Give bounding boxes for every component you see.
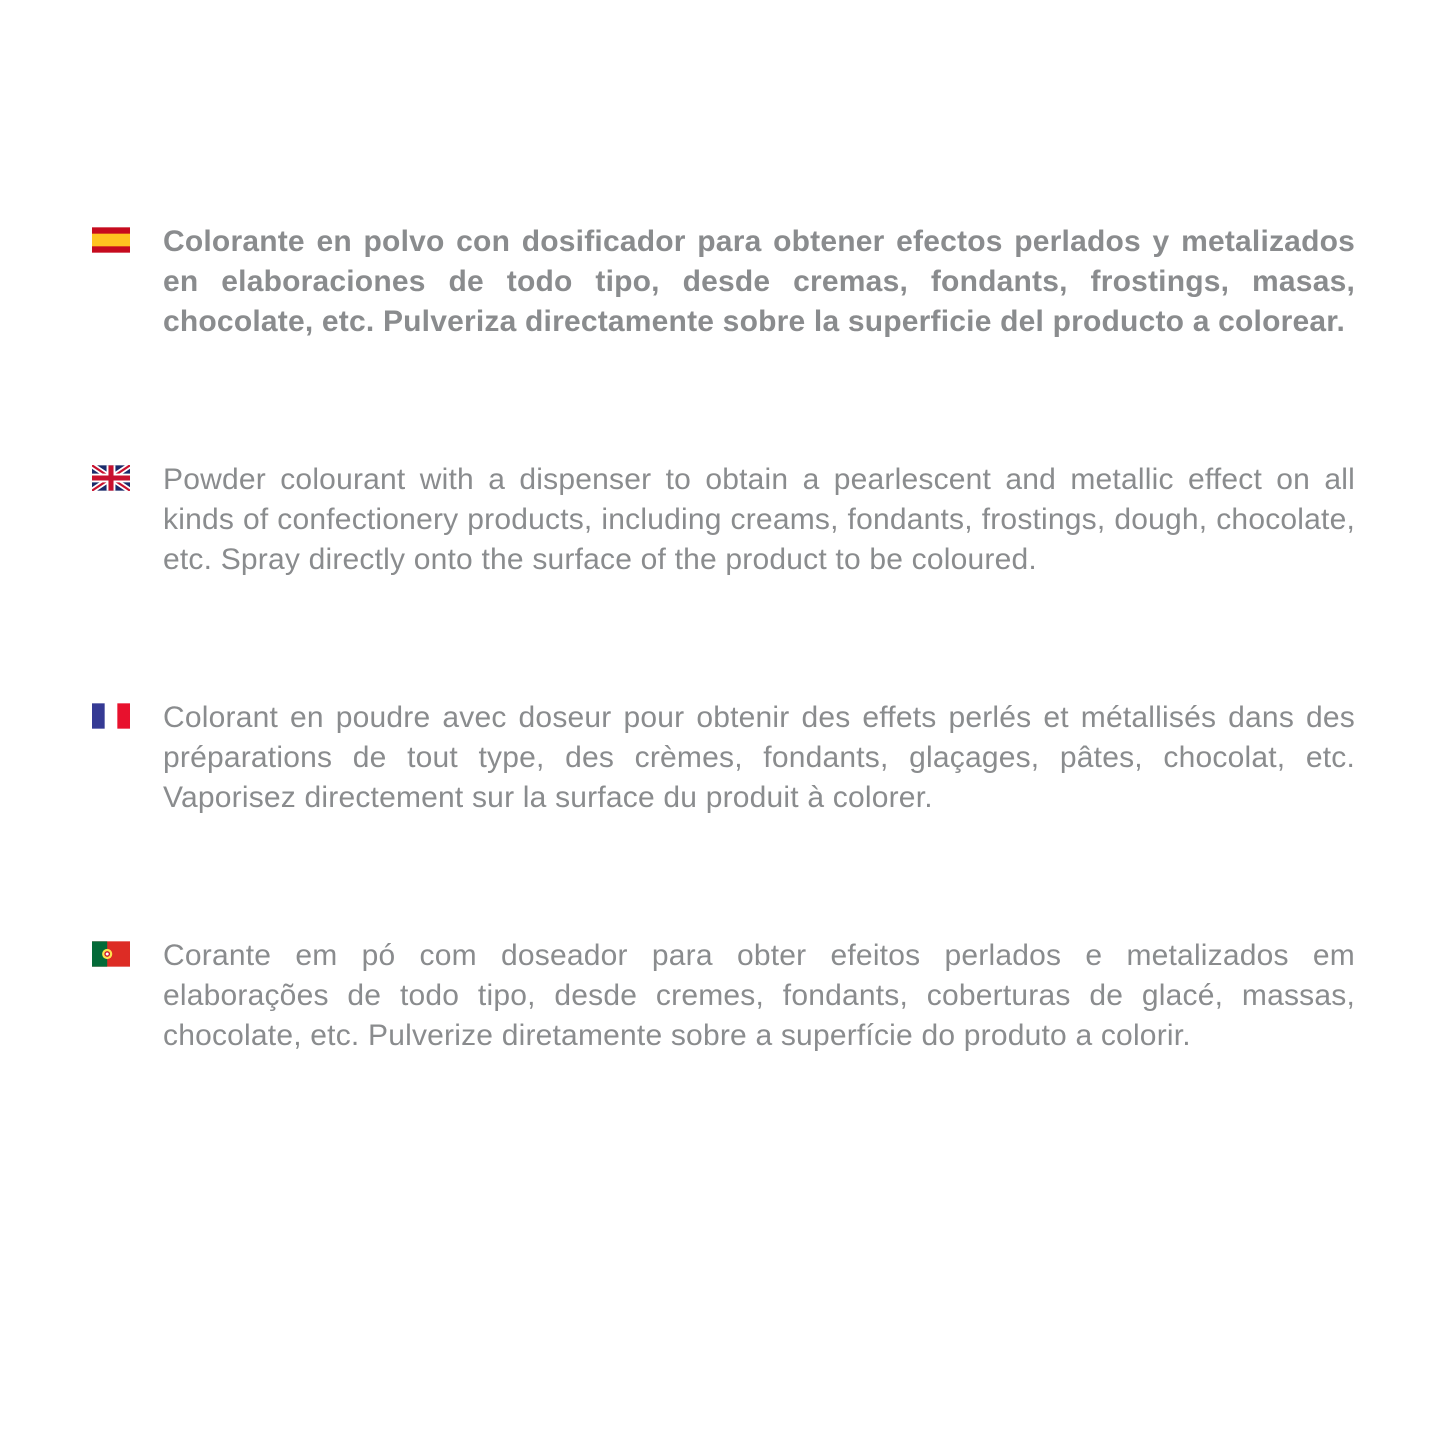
france-flag-icon — [92, 703, 130, 729]
description-text-es: Colorante en polvo con dosificador para obtener efectos perlados y metalizados en elaboraciones de todo tipo, desde cremas, fondants, frostings, masas, chocolate, etc. Pulveriza directamente sobre la superficie del producto a colorear. — [163, 225, 1355, 338]
description-text-en: Powder colourant with a dispenser to obtain a pearlescent and metallic effect on all kinds of confectionery products, including creams, fondants, frostings, dough, chocolate, etc. Spray directly onto the surface of the product to be coloured. — [163, 463, 1355, 576]
description-text-pt: Corante em pó com doseador para obter efeitos perlados e metalizados em elaborações de todo tipo, desde cremes, fondants, coberturas de glacé, massas, chocolate, etc. Pulverize diretamente sobre a superfície do produto a colorir. — [163, 939, 1355, 1052]
description-block-es — [92, 222, 1355, 342]
uk-flag-icon — [92, 465, 130, 491]
spain-flag-icon — [92, 227, 130, 253]
description-block-pt — [92, 936, 1355, 1056]
description-block-fr — [92, 698, 1355, 818]
description-text-fr: Colorant en poudre avec doseur pour obtenir des effets perlés et métallisés dans des préparations de tout type, des crèmes, fondants, glaçages, pâtes, chocolat, etc. Vaporisez directement sur la surface du produit à colorer. — [163, 701, 1355, 814]
description-block-en — [92, 460, 1355, 580]
portugal-flag-icon — [92, 941, 130, 967]
